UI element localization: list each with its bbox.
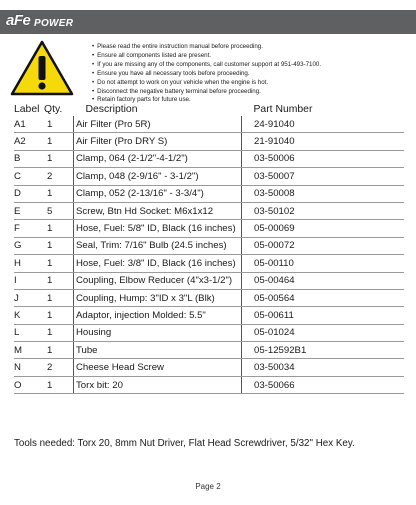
cell-part-number: 03-50034	[242, 359, 405, 376]
cell-description: Cheese Head Screw	[74, 359, 242, 376]
logo-main-text: aFe	[6, 12, 31, 29]
cell-qty: 1	[44, 342, 74, 359]
cell-qty: 1	[44, 116, 74, 133]
cell-description: Seal, Trim: 7/16" Bulb (24.5 inches)	[74, 237, 242, 254]
cell-qty: 1	[44, 220, 74, 237]
cell-part-number: 05-00072	[242, 237, 405, 254]
header-label: Label	[14, 104, 40, 115]
table-row	[14, 220, 404, 237]
cell-label: N	[14, 359, 44, 376]
cell-description: Hose, Fuel: 5/8" ID, Black (16 inches)	[74, 220, 242, 237]
cell-qty: 1	[44, 272, 74, 289]
header-description: Description	[85, 104, 138, 115]
cell-qty: 1	[44, 289, 74, 306]
cell-label: K	[14, 307, 44, 324]
cell-description: Housing	[74, 324, 242, 341]
table-row	[14, 185, 404, 202]
cell-label: B	[14, 150, 44, 167]
instruction-notes	[92, 43, 321, 105]
cell-description: Clamp, 052 (2-13/16" - 3-3/4")	[74, 185, 242, 202]
cell-part-number: 05-00564	[242, 289, 405, 306]
table-row	[14, 272, 404, 289]
cell-label: E	[14, 202, 44, 219]
cell-description: Clamp, 048 (2-9/16" - 3-1/2")	[74, 168, 242, 185]
note-item: • Ensure you have all necessary tools before proceeding.	[92, 70, 321, 79]
parts-table-body	[14, 116, 404, 394]
cell-qty: 1	[44, 185, 74, 202]
cell-qty: 1	[44, 324, 74, 341]
table-row	[14, 150, 404, 167]
cell-part-number: 03-50006	[242, 150, 405, 167]
cell-qty: 1	[44, 237, 74, 254]
tools-needed: Tools needed: Torx 20, 8mm Nut Driver, Flat Head Screwdriver, 5/32" Hex Key.	[14, 438, 355, 449]
cell-qty: 1	[44, 307, 74, 324]
note-item: • Retain factory parts for future use.	[92, 96, 321, 105]
cell-label: A1	[14, 116, 44, 133]
table-row	[14, 168, 404, 185]
table-row	[14, 342, 404, 359]
logo-sub-text: POWER	[34, 18, 74, 29]
cell-description: Coupling, Hump: 3"ID x 3"L (Blk)	[74, 289, 242, 306]
cell-qty: 2	[44, 168, 74, 185]
cell-part-number: 24-91040	[242, 116, 405, 133]
cell-label: G	[14, 237, 44, 254]
cell-description: Tube	[74, 342, 242, 359]
cell-description: Coupling, Elbow Reducer (4"x3-1/2")	[74, 272, 242, 289]
table-row	[14, 202, 404, 219]
note-item: • Ensure all components listed are present.	[92, 52, 321, 61]
cell-label: J	[14, 289, 44, 306]
table-row	[14, 324, 404, 341]
cell-label: F	[14, 220, 44, 237]
cell-part-number: 05-00611	[242, 307, 405, 324]
cell-description: Torx bit: 20	[74, 376, 242, 393]
cell-qty: 5	[44, 202, 74, 219]
table-row	[14, 359, 404, 376]
cell-qty: 1	[44, 376, 74, 393]
table-header-row	[14, 100, 404, 116]
cell-label: A2	[14, 133, 44, 150]
cell-description: Air Filter (Pro DRY S)	[74, 133, 242, 150]
cell-label: I	[14, 272, 44, 289]
header-part-number: Part Number	[253, 104, 313, 115]
cell-qty: 2	[44, 359, 74, 376]
cell-label: O	[14, 376, 44, 393]
cell-part-number: 03-50102	[242, 202, 405, 219]
parts-table	[14, 100, 404, 394]
cell-part-number: 03-50066	[242, 376, 405, 393]
table-row	[14, 255, 404, 272]
afe-power-logo	[6, 12, 76, 32]
warning-triangle-icon	[10, 40, 74, 96]
cell-label: C	[14, 168, 44, 185]
cell-label: L	[14, 324, 44, 341]
note-item: • If you are missing any of the components, call customer support at 951-493-7100.	[92, 61, 321, 70]
cell-part-number: 05-01024	[242, 324, 405, 341]
page-number: Page 2	[195, 482, 221, 491]
note-item: • Please read the entire instruction manual before proceeding.	[92, 43, 321, 52]
note-item: • Disconnect the negative battery terminal before proceeding.	[92, 88, 321, 97]
cell-label: M	[14, 342, 44, 359]
cell-part-number: 05-00069	[242, 220, 405, 237]
cell-qty: 1	[44, 150, 74, 167]
cell-description: Screw, Btn Hd Socket: M6x1x12	[74, 202, 242, 219]
cell-qty: 1	[44, 133, 74, 150]
cell-description: Hose, Fuel: 3/8" ID, Black (16 inches)	[74, 255, 242, 272]
cell-label: H	[14, 255, 44, 272]
note-item: • Do not attempt to work on your vehicle when the engine is hot.	[92, 79, 321, 88]
cell-part-number: 05-00464	[242, 272, 405, 289]
table-row	[14, 376, 404, 393]
table-row	[14, 307, 404, 324]
cell-part-number: 03-50008	[242, 185, 405, 202]
cell-description: Clamp, 064 (2-1/2"-4-1/2")	[74, 150, 242, 167]
table-row	[14, 289, 404, 306]
table-row	[14, 133, 404, 150]
cell-part-number: 21-91040	[242, 133, 405, 150]
cell-part-number: 05-12592B1	[242, 342, 405, 359]
table-row	[14, 237, 404, 254]
cell-description: Air Filter (Pro 5R)	[74, 116, 242, 133]
cell-description: Adaptor, injection Molded: 5.5"	[74, 307, 242, 324]
cell-part-number: 03-50007	[242, 168, 405, 185]
cell-qty: 1	[44, 255, 74, 272]
header-qty: Qty.	[44, 104, 63, 115]
cell-part-number: 05-00110	[242, 255, 405, 272]
cell-label: D	[14, 185, 44, 202]
table-row	[14, 116, 404, 133]
